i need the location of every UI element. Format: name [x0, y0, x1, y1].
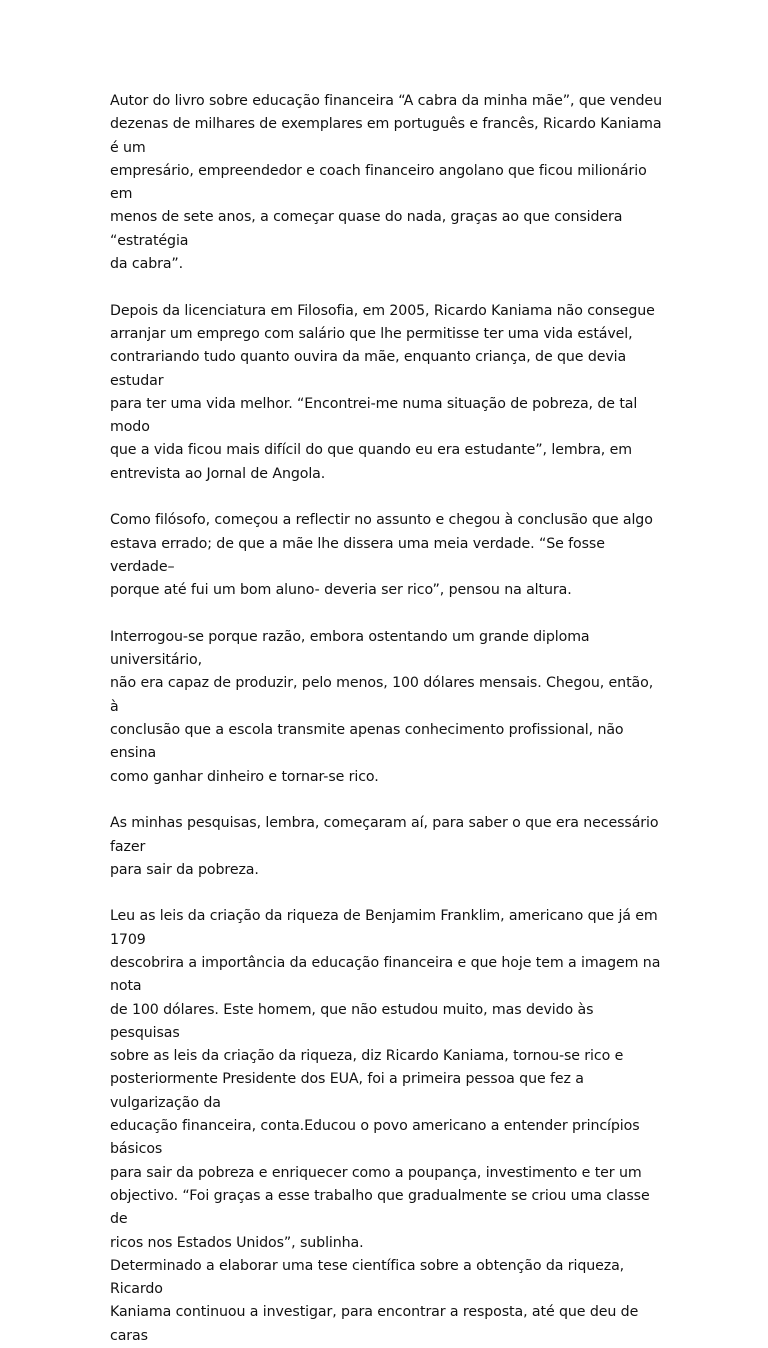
- paragraph-thesis: Determinado a elaborar uma tese científica sobre a obtenção da riqueza, Ricardo Kaniama continuou a investigar, para encontrar a resposta, até que deu de caras: [110, 1257, 639, 1344]
- paragraph-philosophy-degree: Depois da licenciatura em Filosofia, em 2005, Ricardo Kaniama não consegue arranjar um emprego com salário que lhe permitisse ter uma vida estável, contrariando tudo quanto ouvira da mãe, enquanto criança, de que devia estudar para ter uma vida melhor. “Encontrei-me numa situação de pobreza, de tal modo que a vida ficou mais difícil do que quando eu era estudante”, lembra, em entrevista ao Jornal de Angola.: [110, 302, 655, 482]
- paragraph-reflection: Como filósofo, começou a reflectir no assunto e chegou à conclusão que algo estava errado; de que a mãe lhe dissera uma meia verdade. “Se fosse verdade– porque até fui um bom aluno- deveria ser rico”, pensou na altura.: [110, 512, 653, 599]
- paragraph-diploma: Interrogou-se porque razão, embora ostentando um grande diploma universitário, não era capaz de produzir, pelo menos, 100 dólares mensais. Chegou, então, à conclusão que a escola transmite apenas conhecimento profissional, não ensina como ganhar dinheiro e tornar-se rico.: [110, 628, 654, 785]
- paragraph-intro: Autor do livro sobre educação financeira “A cabra da minha mãe”, que vendeu dezenas de milhares de exemplares em português e francês, Ricardo Kaniama é um empresário, empreendedor e coach financeiro angolano que ficou milionário em menos de sete anos, a começar quase do nada, graças ao que considera “estratégia da cabra”.: [110, 93, 662, 273]
- paragraph-research: As minhas pesquisas, lembra, começaram aí, para saber o que era necessário fazer para sair da pobreza.: [110, 815, 659, 878]
- document-body: [110, 90, 662, 1348]
- paragraph-franklin: Leu as leis da criação da riqueza de Benjamim Franklim, americano que já em 1709 descobrira a importância da educação financeira e que hoje tem a imagem na nota de 100 dólares. Este homem, que não estudou muito, mas devido às pesquisas sobre as leis da criação da riqueza, diz Ricardo Kaniama, tornou-se rico e posteriormente Presidente dos EUA, foi a primeira pessoa que fez a vulgarização da educação financeira, conta.Educou o povo americano a entender princípios básicos para sair da pobreza e enriquecer como a poupança, investimento e ter um objectivo. “Foi graças a esse trabalho que gradualmente se criou uma classe de ricos nos Estados Unidos”, sublinha.: [110, 908, 661, 1251]
